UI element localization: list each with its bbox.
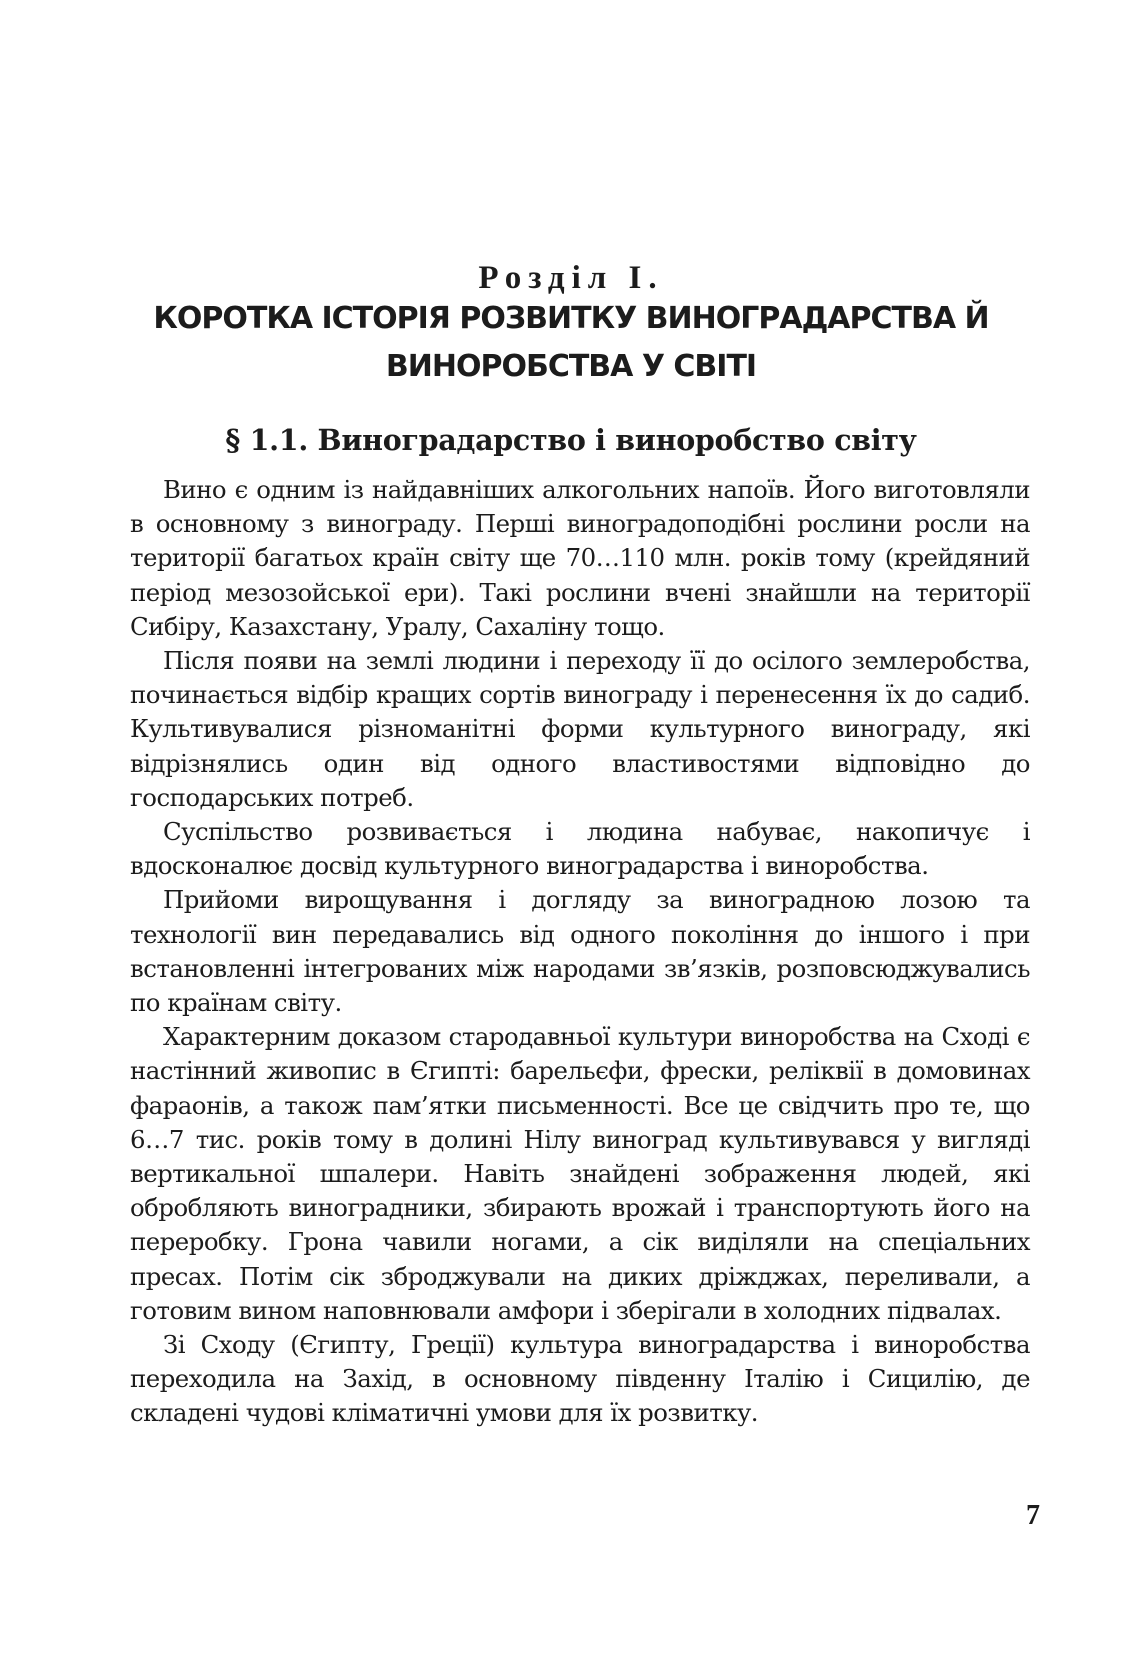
paragraph: Суспільство розвивається і людина набуває, накопичує і вдосконалює досвід культурного виноградарства і виноробства. — [130, 817, 1030, 881]
section-title: § 1.1. Виноградарство і виноробство світу — [225, 423, 917, 457]
paragraph: Прийоми вирощування і догляду за виноградною лозою та технології вин передавались від одного покоління до іншого і при встановленні інтегрованих між народами зв’язків, розповсюджувались по країнам світу. — [130, 885, 1030, 1018]
paragraph: Вино є одним із найдавніших алкогольних напоїв. Його виготовляли в основному з винограду. Перші виноградоподібні рослини росли на території багатьох країн світу ще 70…110 млн. років тому (крейдяний період мезозойської ери). Такі рослини вчені знайшли на території Сибіру, Казахстану, Уралу, Сахаліну тощо. — [130, 475, 1030, 641]
paragraph: Після появи на землі людини і переходу її до осілого землеробства, починається відбір кращих сортів винограду і перенесення їх до садиб. Культивувалися різноманітні форми культурного винограду, які відрізнялись один від одного властивостями відповідно до господарських потреб. — [130, 646, 1030, 812]
chapter-title: КОРОТКА ІСТОРІЯ РОЗВИТКУ ВИНОГРАДАРСТВА Й ВИНОРОБСТВА У СВІТІ — [153, 301, 989, 384]
chapter-label: Розділ І. — [478, 260, 664, 296]
paragraph: Характерним доказом стародавньої культури виноробства на Сході є настінний живопис в Єгипті: барельєфи, фрески, реліквії в домовинах фараонів, а також пам’ятки письменності. Все це свідчить про те, що 6…7 тис. років тому в долині Нілу виноград культивувався у вигляді вертикальної шпалери. Навіть знайдені зображення людей, які обробляють виноградники, збирають врожай і транспортують його на переробку. Грона чавили ногами, а сік виділяли на спеціальних пресах. Потім сік зброджували на диких дріжджах, переливали, а готовим вином наповнювали амфори і зберігали в холодних підвалах. — [130, 1022, 1030, 1325]
page-number: 7 — [1026, 1500, 1040, 1531]
body-text — [130, 473, 1030, 1431]
paragraph: Зі Сходу (Єгипту, Греції) культура виноградарства і виноробства переходила на Захід, в основному південну Італію і Сицилію, де складені чудові кліматичні умови для їх розвитку. — [130, 1330, 1030, 1428]
